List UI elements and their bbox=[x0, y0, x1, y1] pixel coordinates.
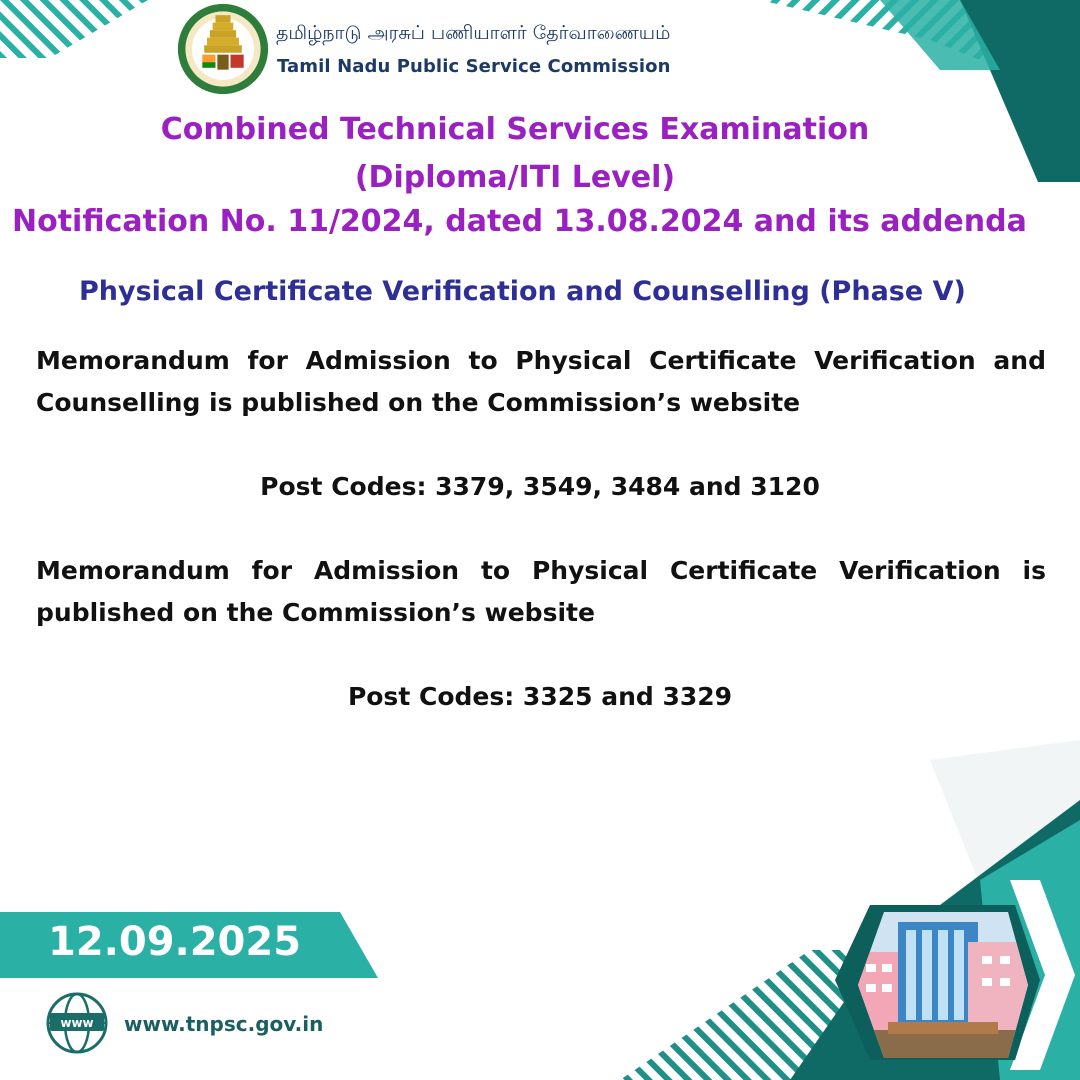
post-codes-2: Post Codes: 3325 and 3329 bbox=[347, 682, 733, 711]
post-codes-1: Post Codes: 3379, 3549, 3484 and 3120 bbox=[260, 472, 820, 501]
org-name-english: Tamil Nadu Public Service Commission bbox=[277, 56, 671, 77]
memorandum-paragraph-1: Memorandum for Admission to Physical Certificate Verification and Counselling is published on the Commission’s website bbox=[36, 346, 1046, 417]
exam-level: (Diploma/ITI Level) bbox=[354, 160, 676, 195]
memorandum-paragraph-2: Memorandum for Admission to Physical Certificate Verification is published on the Commission’s website bbox=[36, 556, 1046, 627]
top-left-stripes bbox=[0, 0, 148, 58]
tamil-nadu-emblem-icon bbox=[176, 2, 270, 96]
top-right-dark-shape bbox=[960, 0, 1080, 182]
org-name-tamil: தமிழ்நாடு அரசுப் பணியாளர் தேர்வாணையம் bbox=[276, 22, 671, 44]
tnpsc-building-photo bbox=[858, 912, 1028, 1058]
phase-subtitle: Physical Certificate Verification and Counselling (Phase V) bbox=[79, 276, 966, 307]
notification-line: Notification No. 11/2024, dated 13.08.2024 and its addenda bbox=[12, 204, 1027, 239]
notice-date: 12.09.2025 bbox=[48, 919, 302, 965]
exam-title: Combined Technical Services Examination bbox=[160, 112, 870, 147]
www-label: www bbox=[60, 1016, 94, 1030]
website-link[interactable]: www.tnpsc.gov.in bbox=[124, 1012, 324, 1036]
globe-www-icon bbox=[46, 992, 108, 1054]
